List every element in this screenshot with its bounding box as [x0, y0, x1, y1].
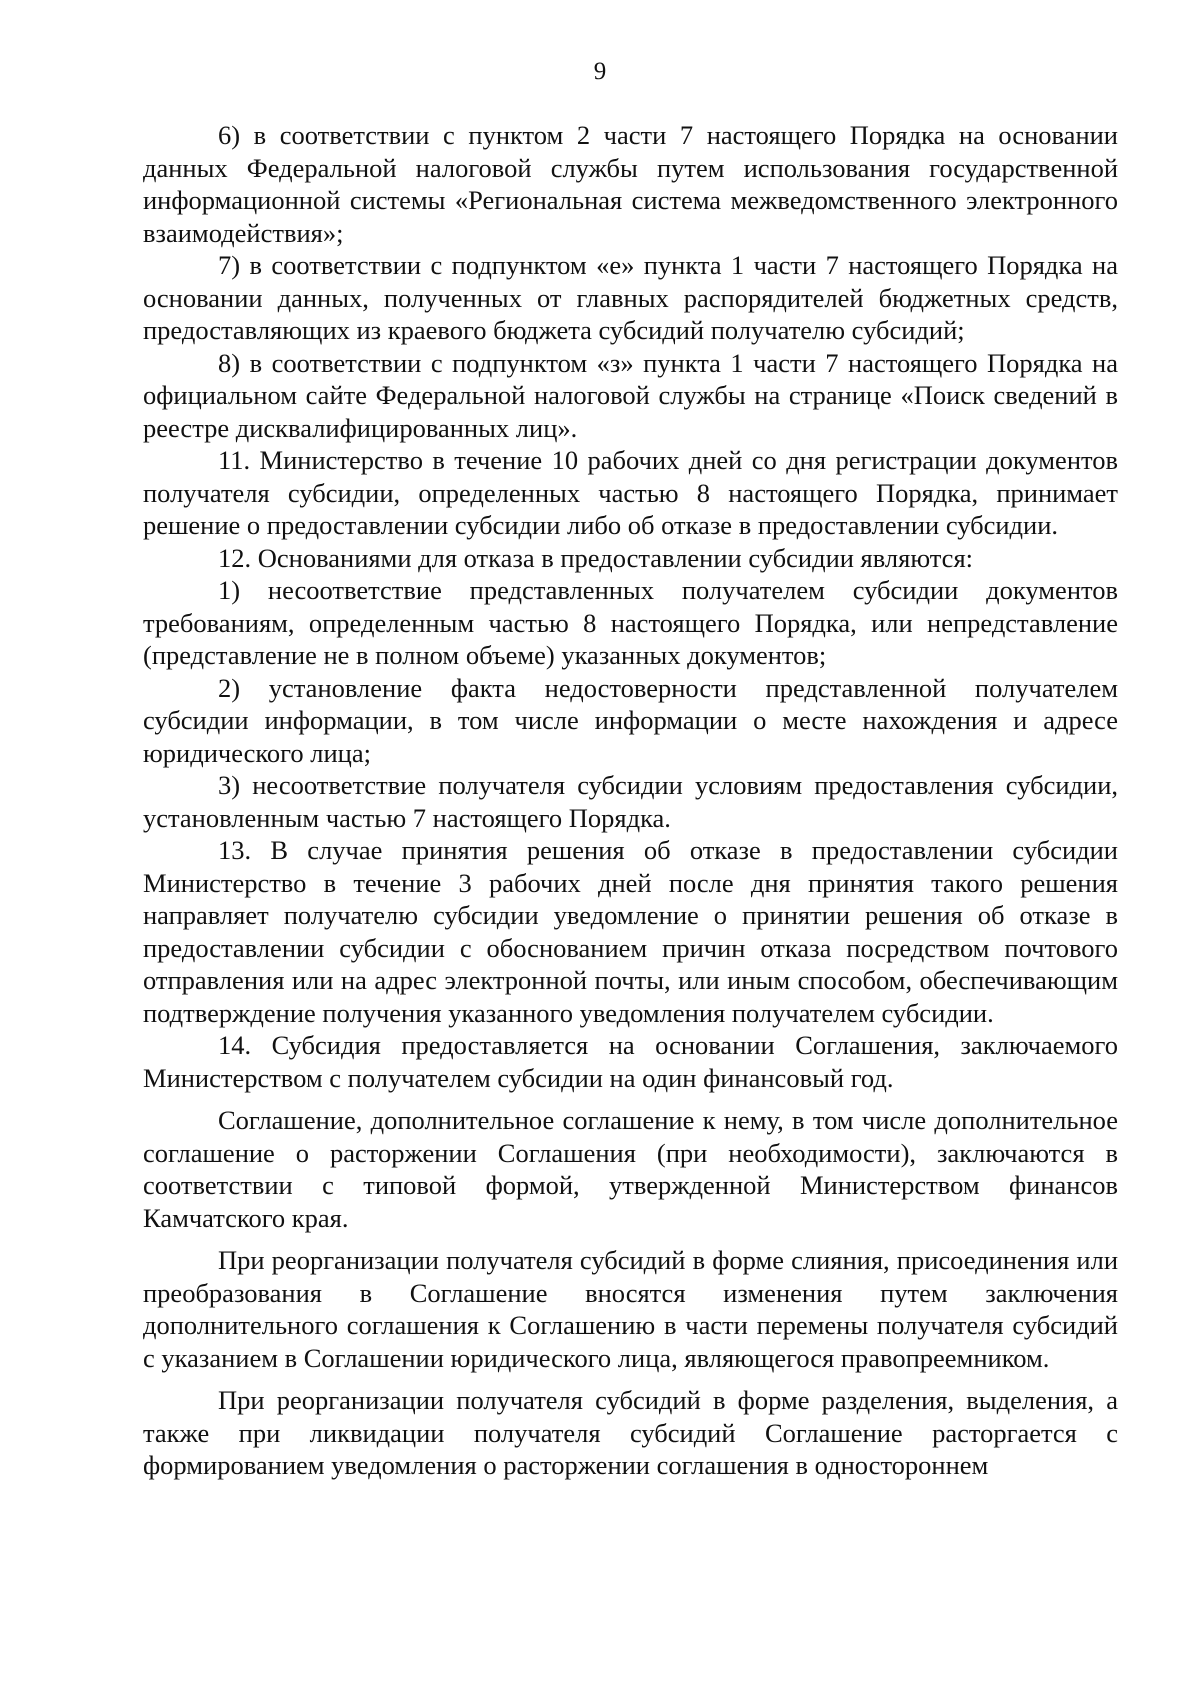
paragraph-item-11: 11. Министерство в течение 10 рабочих дней со дня регистрации документов получателя субсидии, определенных частью 8 настоящего Порядка, принимает решение о предоставлении субсидии либо об отказе в предоставлении субсидии. — [143, 445, 1118, 540]
paragraph-subitem-7: 7) в соответствии с подпунктом «е» пункта 1 части 7 настоящего Порядка на основании данных, полученных от главных распорядителей бюджетных средств, предоставляющих из краевого бюджета субсидий получателю субсидий; — [143, 250, 1118, 345]
document-body — [143, 119, 1118, 1482]
paragraph-item-14: 14. Субсидия предоставляется на основании Соглашения, заключаемого Министерством с получателем субсидии на один финансовый год. — [143, 1030, 1118, 1093]
paragraph-reorganization-division: При реорганизации получателя субсидий в форме разделения, выделения, а также при ликвидации получателя субсидий Соглашение расторгается с формированием уведомления о расторжении соглашения в одностороннем — [143, 1385, 1118, 1480]
paragraph-item-12-subitem-3: 3) несоответствие получателя субсидии условиям предоставления субсидии, установленным частью 7 настоящего Порядка. — [143, 770, 1118, 833]
paragraph-item-12-subitem-2: 2) установление факта недостоверности представленной получателем субсидии информации, в том числе информации о месте нахождения и адресе юридического лица; — [143, 672, 1118, 768]
page-number: 9 — [593, 58, 607, 85]
paragraph-item-13: 13. В случае принятия решения об отказе в предоставлении субсидии Министерство в течение 3 рабочих дней после дня принятия такого решения направляет получателю субсидии уведомление о принятии решения об отказе в предоставлении субсидии с обоснованием причин отказа посредством почтового отправления или на адрес электронной почты, или иным способом, обеспечивающим подтверждение получения указанного уведомления получателем субсидии. — [143, 835, 1118, 1028]
paragraph-subitem-6: 6) в соответствии с пунктом 2 части 7 настоящего Порядка на основании данных Федеральной налоговой службы путем использования государственной информационной системы «Региональная система межведомственного электронного взаимодействия»; — [143, 120, 1118, 248]
paragraph-item-12-subitem-1: 1) несоответствие представленных получателем субсидии документов требованиям, определенным частью 8 настоящего Порядка, или непредставление (представление не в полном объеме) указанных документов; — [143, 575, 1118, 670]
paragraph-subitem-8: 8) в соответствии с подпунктом «з» пункта 1 части 7 настоящего Порядка на официальном сайте Федеральной налоговой службы на странице «Поиск сведений в реестре дисквалифицированных лиц». — [143, 347, 1118, 443]
paragraph-agreement-form: Соглашение, дополнительное соглашение к нему, в том числе дополнительное соглашение о расторжении Соглашения (при необходимости), заключаются в соответствии с типовой формой, утвержденной Министерством финансов Камчатского края. — [143, 1105, 1118, 1233]
paragraph-item-12: 12. Основаниями для отказа в предоставлении субсидии являются: — [218, 542, 973, 573]
paragraph-reorganization-merger: При реорганизации получателя субсидий в форме слияния, присоединения или преобразования в Соглашение вносятся изменения путем заключения дополнительного соглашения к Соглашению в части перемены получателя субсидий с указанием в Соглашении юридического лица, являющегося правопреемником. — [143, 1245, 1118, 1373]
